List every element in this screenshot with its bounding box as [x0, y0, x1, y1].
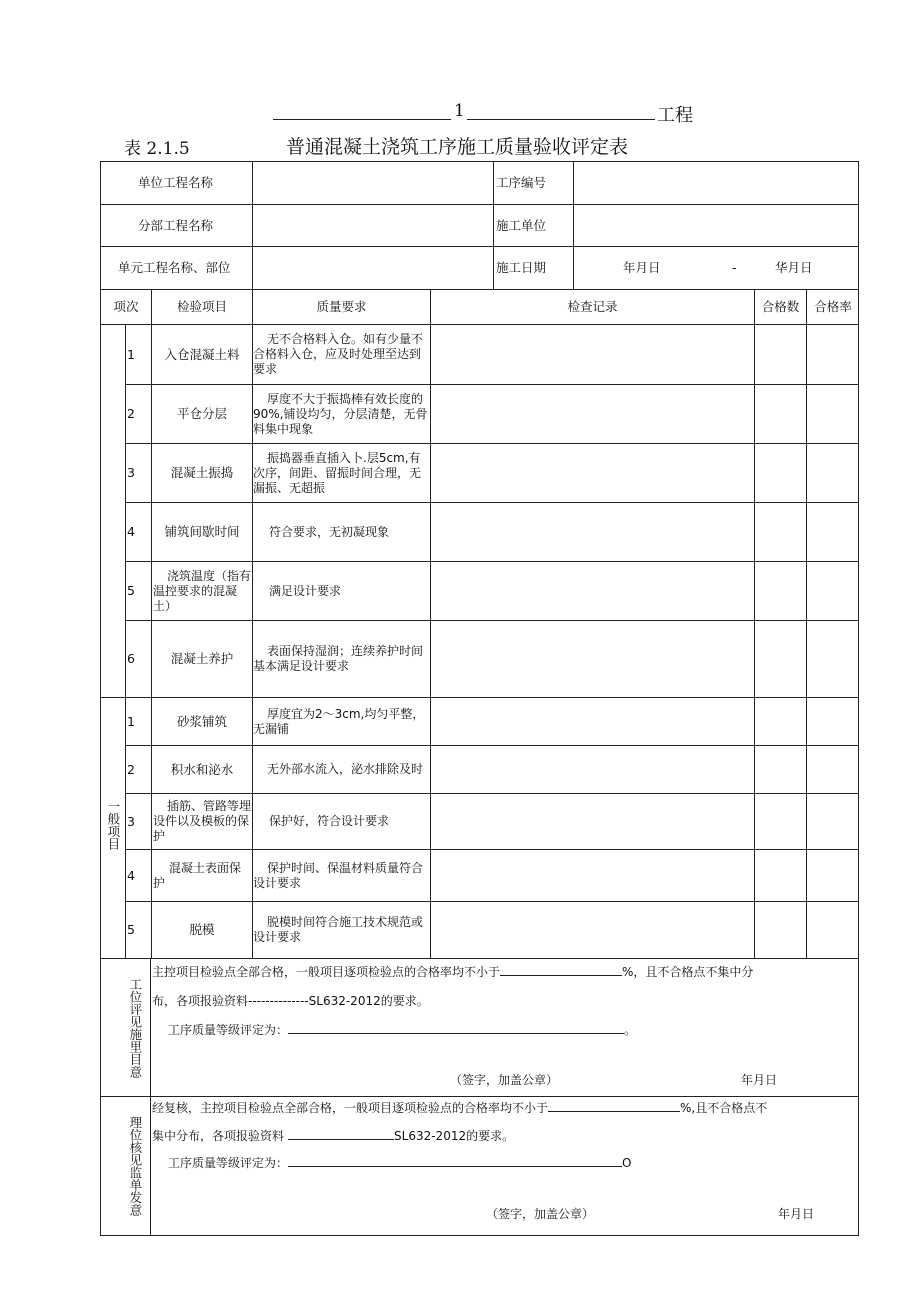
general-item-requirement: 保护时间、保温材料质量符合设计要求	[253, 860, 424, 890]
general-item-no: 5	[127, 922, 135, 938]
general-item-record[interactable]	[431, 902, 754, 958]
construction-grade-line: 工序质量等级评定为： 。	[168, 1023, 637, 1037]
col-pass-count: 合格数	[761, 299, 800, 315]
supervision-opinion-line2: 集中分布，各项报验资料 SL632-2012的要求。	[152, 1129, 515, 1143]
project-name-blank-left[interactable]	[273, 107, 451, 120]
project-name-line	[273, 101, 693, 125]
general-item-no: 2	[127, 761, 135, 777]
construction-unit-value[interactable]	[574, 205, 858, 246]
process-number-label: 工序编号	[496, 175, 547, 191]
main-item-name: 混凝土养护	[170, 651, 234, 667]
construction-date-dash: -	[732, 260, 737, 276]
process-number-value[interactable]	[574, 162, 858, 204]
main-item-name: 平仓分层	[176, 406, 227, 422]
main-item-record[interactable]	[431, 562, 754, 620]
unit-element-name-value[interactable]	[253, 247, 493, 289]
general-item-record[interactable]	[431, 698, 754, 745]
supervision-grade-label: 工序质量等级评定为：	[168, 1156, 289, 1170]
supervision-date: 年月日	[778, 1207, 815, 1221]
general-item-requirement: 保护好，符合设计要求	[269, 814, 390, 828]
general-items-group-label: 一般项目	[105, 800, 121, 850]
main-item-no: 1	[127, 346, 135, 362]
general-item-no: 1	[127, 713, 135, 729]
main-item-record[interactable]	[431, 385, 754, 443]
main-item-no: 5	[127, 583, 135, 599]
main-item-requirement: 表面保持湿润；连续养护时间基本满足设计要求	[253, 644, 424, 673]
main-item-requirement: 符合要求，无初凝现象	[269, 524, 390, 539]
construction-grade-blank[interactable]	[288, 1021, 624, 1034]
main-item-requirement: 满足设计要求	[269, 583, 342, 598]
general-item-no: 3	[127, 813, 135, 829]
main-item-record[interactable]	[431, 325, 754, 384]
project-suffix: 工程	[657, 105, 693, 126]
main-item-no: 4	[127, 524, 135, 540]
table-number: 表 2.1.5	[124, 139, 190, 159]
supervision-materials-blank[interactable]	[288, 1127, 394, 1140]
col-item: 检验项目	[176, 299, 227, 315]
page-title: 普通混凝土浇筑工序施工质量验收评定表	[286, 136, 629, 158]
construction-grade-label: 工序质量等级评定为：	[168, 1023, 289, 1037]
construction-unit-label: 施工单位	[496, 217, 547, 233]
general-item-no: 4	[127, 867, 135, 883]
sub-project-name-label: 分部工程名称	[138, 217, 214, 233]
col-pass-rate: 合格率	[814, 299, 852, 315]
supervision-opinion-label: 理位核见监单发意	[127, 1116, 143, 1216]
general-item-name: 插筋、管路等埋设件以及模板的保护	[153, 799, 252, 843]
construction-opinion-line1: 主控项目检验点全部合格，一般项目逐项检验点的合格率均不小于 %，且不合格点不集中分	[152, 965, 754, 979]
project-number: 1	[454, 101, 465, 121]
main-item-requirement: 厚度不大于振捣棒有效长度的90%,铺设均匀，分层清楚，无骨料集中现象	[253, 391, 428, 436]
main-item-name: 铺筑间歇时间	[164, 524, 240, 540]
main-item-requirement: 振捣器垂直插入卜.层5cm,有次序，间距、留振时间合理，无漏振、无超振	[253, 450, 422, 495]
general-item-record[interactable]	[431, 794, 754, 849]
unit-element-name-label: 单元工程名称、部位	[118, 260, 231, 276]
construction-date-label: 施工日期	[496, 260, 547, 276]
main-item-no: 3	[127, 465, 135, 481]
general-item-requirement: 厚度宜为2～3cm,均匀平整，无漏铺	[253, 706, 425, 736]
general-item-name: 积水和泌水	[170, 761, 234, 777]
general-item-record[interactable]	[431, 850, 754, 901]
general-item-requirement: 脱模时间符合施工技术规范或设计要求	[253, 915, 424, 944]
main-item-name: 混凝土振捣	[170, 465, 234, 481]
general-item-name: 混凝土表面保护	[153, 860, 242, 890]
general-item-name: 脱模	[189, 922, 215, 938]
construction-opinion-line2: 布，各项报验资料--------------SL632-2012的要求。	[152, 994, 429, 1008]
construction-date-to[interactable]: 华月日	[775, 260, 813, 276]
unit-project-name-value[interactable]	[253, 162, 493, 204]
col-seq: 项次	[113, 299, 139, 315]
main-item-no: 2	[127, 406, 135, 422]
sub-project-name-value[interactable]	[253, 205, 493, 246]
col-requirement: 质量要求	[316, 299, 367, 315]
general-item-record[interactable]	[431, 746, 754, 793]
supervision-grade-blank[interactable]	[288, 1154, 622, 1167]
supervision-opinion-line1: 经复核，主控项目检验点全部合格，一般项目逐项检验点的合格率均不小于 %,且不合格点不	[152, 1101, 768, 1115]
main-item-name: 入仓混凝土料	[164, 346, 240, 362]
construction-date-from[interactable]: 年月日	[623, 260, 661, 276]
construction-date: 年月日	[741, 1073, 778, 1087]
project-name-blank-right[interactable]	[467, 107, 655, 120]
supervision-pass-rate-blank[interactable]	[548, 1099, 680, 1112]
main-item-no: 6	[127, 651, 135, 667]
unit-project-name-label: 单位工程名称	[138, 175, 214, 191]
supervision-sign: （签字，加盖公章）	[486, 1207, 595, 1221]
main-item-requirement: 无不合格料入仓。如有少量不合格料入仓，应及时处理至达到要求	[253, 332, 424, 376]
general-item-requirement: 无外部水流入，泌水排除及时	[267, 762, 424, 776]
supervision-grade-line: 工序质量等级评定为： O	[168, 1156, 632, 1170]
main-item-name: 浇筑温度（指有温控要求的混凝土）	[153, 568, 252, 613]
construction-pass-rate-blank[interactable]	[500, 963, 622, 976]
construction-opinion-label: 工位评见施里目意	[127, 978, 143, 1078]
main-item-record[interactable]	[431, 503, 754, 561]
col-record: 检查记录	[567, 299, 618, 315]
general-item-name: 砂浆铺筑	[176, 713, 227, 729]
main-item-record[interactable]	[431, 621, 754, 697]
main-item-record[interactable]	[431, 444, 754, 502]
construction-sign: （签字，加盖公章）	[450, 1073, 559, 1087]
